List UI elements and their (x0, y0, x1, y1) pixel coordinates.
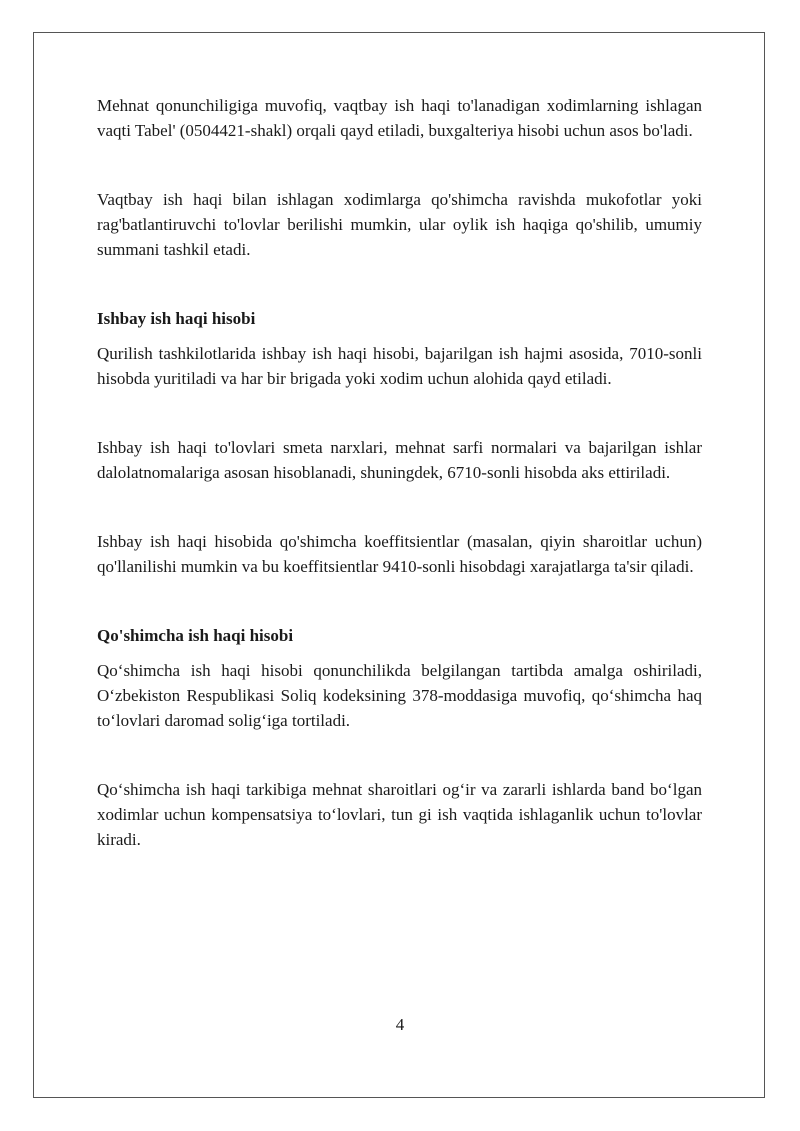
heading-piecework: Ishbay ish haqi hisobi (97, 309, 256, 328)
paragraph-additional-tax: Qo‘shimcha ish haqi hisobi qonunchilikda belgilangan tartibda amalga oshiriladi, O‘zbekiston Respublikasi Soliq kodeksining 378-moddasiga muvofiq, qo‘shimcha haq to‘lovlari daromad solig‘iga tortiladi. (97, 661, 702, 730)
paragraph-additional-compensation: Qo‘shimcha ish haqi tarkibiga mehnat sharoitlari og‘ir va zararli ishlarda band bo‘lgan xodimlar uchun kompensatsiya to‘lovlari, tun gi ish vaqtida ishlaganlik uchun to'lovlar kiradi. (97, 780, 702, 849)
paragraph-piecework-payments: Ishbay ish haqi to'lovlari smeta narxlari, mehnat sarfi normalari va bajarilgan ishlar dalolatnomalariga asosan hisoblanadi, shuningdek, 6710-sonli hisobda aks ettiriladi. (97, 438, 702, 482)
paragraph-bonuses: Vaqtbay ish haqi bilan ishlagan xodimlarga qo'shimcha ravishda mukofotlar yoki rag'batlantiruvchi to'lovlar berilishi mumkin, ular oylik ish haqiga qo'shilib, umumiy summani tashkil etadi. (97, 190, 702, 259)
paragraph-timesheet: Mehnat qonunchiligiga muvofiq, vaqtbay ish haqi to'lanadigan xodimlarning ishlagan vaqti Tabel' (0504421-shakl) orqali qayd etiladi, buxgalteriya hisobi uchun asos bo'ladi. (97, 96, 702, 140)
document-body (97, 93, 702, 852)
heading-additional-pay: Qo'shimcha ish haqi hisobi (97, 626, 294, 645)
paragraph-piecework-coefficients: Ishbay ish haqi hisobida qo'shimcha koeffitsientlar (masalan, qiyin sharoitlar uchun) qo'llanilishi mumkin va bu koeffitsientlar 9410-sonli hisobdagi xarajatlarga ta'sir qiladi. (97, 532, 702, 576)
page-number: 4 (395, 1015, 405, 1034)
paragraph-piecework-account: Qurilish tashkilotlarida ishbay ish haqi hisobi, bajarilgan ish hajmi asosida, 7010-sonli hisobda yuritiladi va har bir brigada yoki xodim uchun alohida qayd etiladi. (97, 344, 702, 388)
